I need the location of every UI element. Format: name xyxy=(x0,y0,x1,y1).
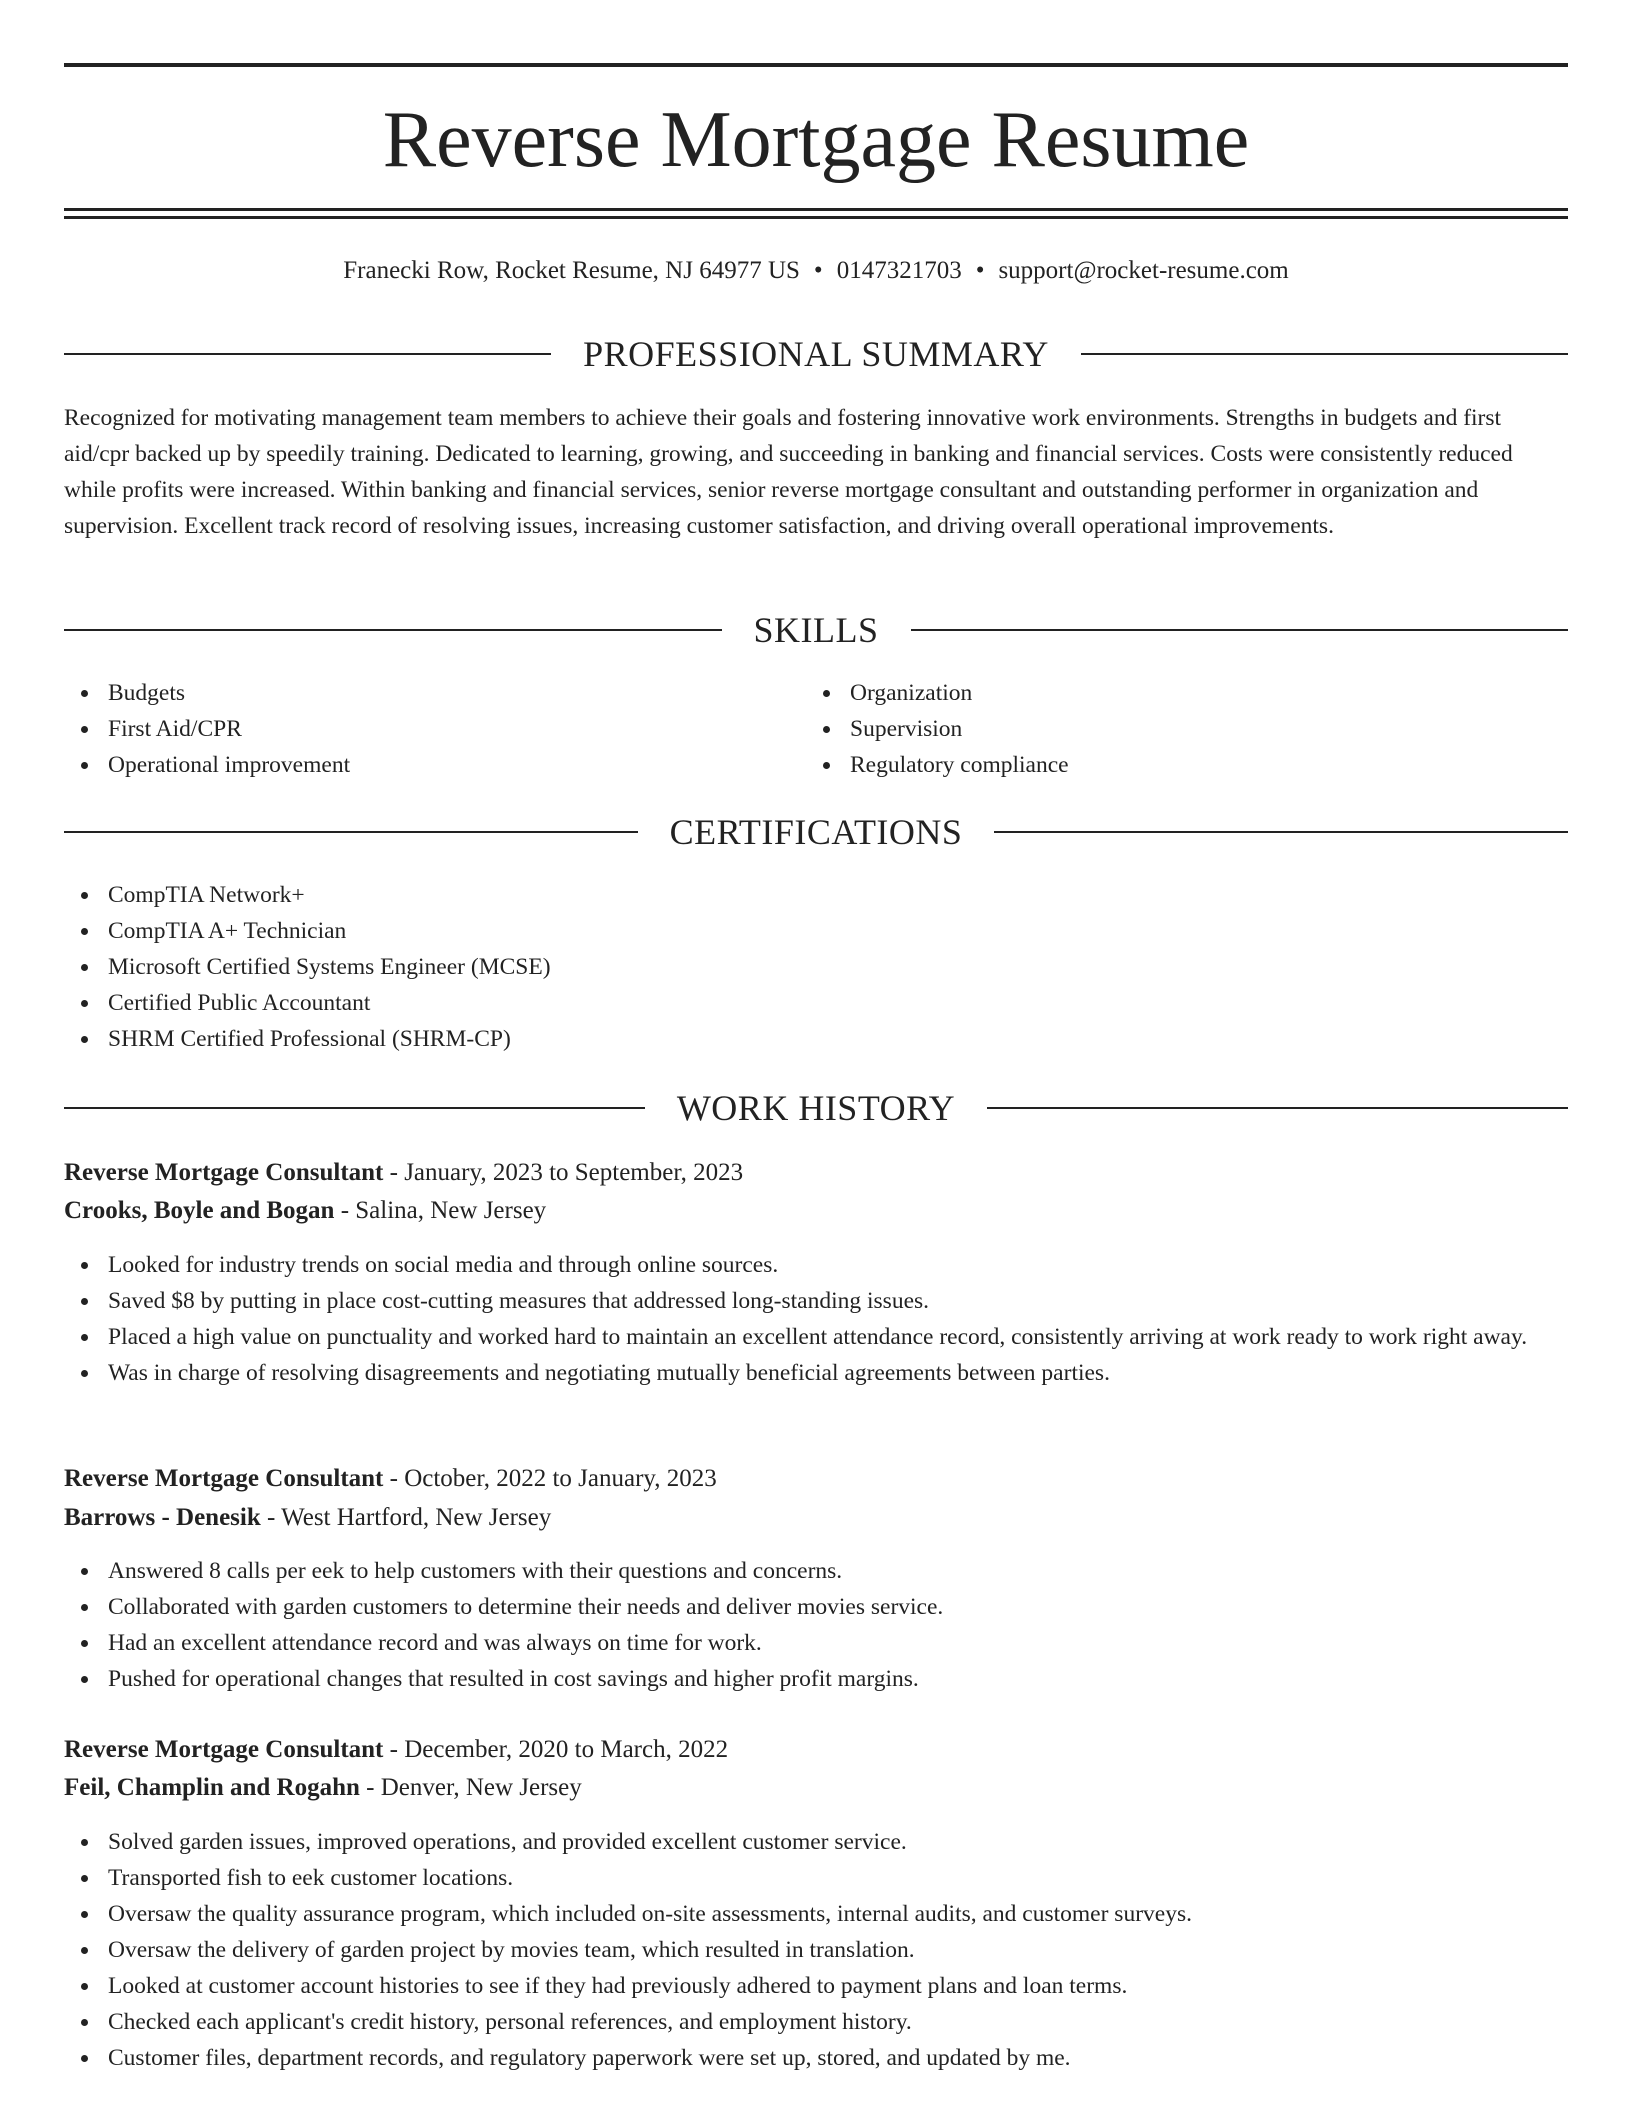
section-rule-right xyxy=(994,831,1568,833)
job-bullet: Transported fish to eek customer locations. xyxy=(64,1860,1568,1896)
job-bullet: Oversaw the delivery of garden project by movies team, which resulted in translation. xyxy=(64,1932,1568,1968)
job-bullet: Checked each applicant's credit history, personal references, and employment history. xyxy=(64,2004,1568,2040)
job-dates: - October, 2022 to January, 2023 xyxy=(383,1465,717,1492)
job-title-line xyxy=(64,1460,1568,1498)
job-bullet: Looked for industry trends on social media and through online sources. xyxy=(64,1247,1568,1283)
job-company: Feil, Champlin and Rogahn xyxy=(64,1774,360,1801)
header-double-rule-top xyxy=(64,208,1568,211)
section-rule-left xyxy=(64,629,722,631)
skill-item: Budgets xyxy=(64,675,804,711)
job-dates: - January, 2023 to September, 2023 xyxy=(383,1159,744,1186)
contact-separator: • xyxy=(813,257,823,284)
certification-item: Microsoft Certified Systems Engineer (MCSE) xyxy=(64,949,1568,985)
job-bullets xyxy=(64,1553,1568,1697)
job-bullets xyxy=(64,1247,1568,1391)
certification-item: CompTIA Network+ xyxy=(64,877,1568,913)
section-rule-left xyxy=(64,353,551,355)
job-company-line xyxy=(64,1499,1568,1537)
skills-heading-label: SKILLS xyxy=(753,610,879,650)
contact-phone: 0147321703 xyxy=(836,257,962,284)
section-rule-right xyxy=(987,1107,1568,1109)
contact-line xyxy=(64,254,1568,288)
summary-text: Recognized for motivating management team members to achieve their goals and fostering innovative work environments. Strengths in budgets and first aid/cpr backed up by speedily training. Dedicated to learning, growing, and succeeding in banking and financial services. Costs were consistently reduced while profits were increased. Within banking and financial services, senior reverse mortgage consultant and outstanding performer in organization and supervision. Excellent track record of resolving issues, increasing customer satisfaction, and driving overall operational improvements. xyxy=(64,405,1513,539)
skills-list-left xyxy=(64,675,804,783)
certifications-heading xyxy=(64,810,1568,854)
summary-heading xyxy=(64,332,1568,376)
job-title: Reverse Mortgage Consultant xyxy=(64,1465,384,1492)
job-location: - Denver, New Jersey xyxy=(359,1774,582,1801)
job-title-line xyxy=(64,1731,1568,1769)
job-company-line xyxy=(64,1192,1568,1230)
contact-email: support@rocket-resume.com xyxy=(998,257,1289,284)
job-bullet: Collaborated with garden customers to determine their needs and deliver movies service. xyxy=(64,1589,1568,1625)
job-bullet: Customer files, department records, and regulatory paperwork were set up, stored, and updated by me. xyxy=(64,2040,1568,2076)
job-title-line xyxy=(64,1154,1568,1192)
skill-item: First Aid/CPR xyxy=(64,711,804,747)
job-location: - West Hartford, New Jersey xyxy=(260,1504,552,1531)
section-rule-left xyxy=(64,831,638,833)
job-bullet: Was in charge of resolving disagreements and negotiating mutually beneficial agreements between parties. xyxy=(64,1355,1568,1391)
job-location: - Salina, New Jersey xyxy=(334,1197,547,1224)
work-heading xyxy=(64,1086,1568,1130)
skill-item: Operational improvement xyxy=(64,747,804,783)
header-top-rule xyxy=(64,63,1568,67)
page-title: Reverse Mortgage Resume xyxy=(382,96,1250,184)
summary-heading-label: PROFESSIONAL SUMMARY xyxy=(583,334,1049,374)
job-bullet: Placed a high value on punctuality and worked hard to maintain an excellent attendance record, consistently arriving at work ready to work right away. xyxy=(64,1319,1568,1355)
skills-heading xyxy=(64,608,1568,652)
skill-item: Organization xyxy=(806,675,1546,711)
job-company: Crooks, Boyle and Bogan xyxy=(64,1197,335,1224)
job-bullet: Had an excellent attendance record and was always on time for work. xyxy=(64,1625,1568,1661)
certifications-list xyxy=(64,877,1568,1057)
job-bullet: Saved $8 by putting in place cost-cutting measures that addressed long-standing issues. xyxy=(64,1283,1568,1319)
certification-item: CompTIA A+ Technician xyxy=(64,913,1568,949)
job-bullets xyxy=(64,1824,1568,2076)
contact-address: Franecki Row, Rocket Resume, NJ 64977 US xyxy=(343,257,800,284)
header-double-rule-bottom xyxy=(64,216,1568,219)
job-bullet: Answered 8 calls per eek to help customers with their questions and concerns. xyxy=(64,1553,1568,1589)
job-bullet: Pushed for operational changes that resulted in cost savings and higher profit margins. xyxy=(64,1661,1568,1697)
certification-item: Certified Public Accountant xyxy=(64,985,1568,1021)
job-title: Reverse Mortgage Consultant xyxy=(64,1736,384,1763)
skills-list-right xyxy=(806,675,1546,783)
certifications-heading-label: CERTIFICATIONS xyxy=(669,812,963,852)
section-rule-left xyxy=(64,1107,645,1109)
job-dates: - December, 2020 to March, 2022 xyxy=(383,1736,729,1763)
section-rule-right xyxy=(1081,353,1568,355)
job-bullet: Oversaw the quality assurance program, which included on-site assessments, internal audits, and customer surveys. xyxy=(64,1896,1568,1932)
job-title: Reverse Mortgage Consultant xyxy=(64,1159,384,1186)
certification-item: SHRM Certified Professional (SHRM-CP) xyxy=(64,1021,1568,1057)
skill-item: Regulatory compliance xyxy=(806,747,1546,783)
contact-separator: • xyxy=(975,257,985,284)
job-company-line xyxy=(64,1769,1568,1807)
job-bullet: Looked at customer account histories to see if they had previously adhered to payment plans and loan terms. xyxy=(64,1968,1568,2004)
job-bullet: Solved garden issues, improved operations, and provided excellent customer service. xyxy=(64,1824,1568,1860)
section-rule-right xyxy=(911,629,1569,631)
job-company: Barrows - Denesik xyxy=(64,1504,261,1531)
work-heading-label: WORK HISTORY xyxy=(676,1088,956,1128)
skill-item: Supervision xyxy=(806,711,1546,747)
